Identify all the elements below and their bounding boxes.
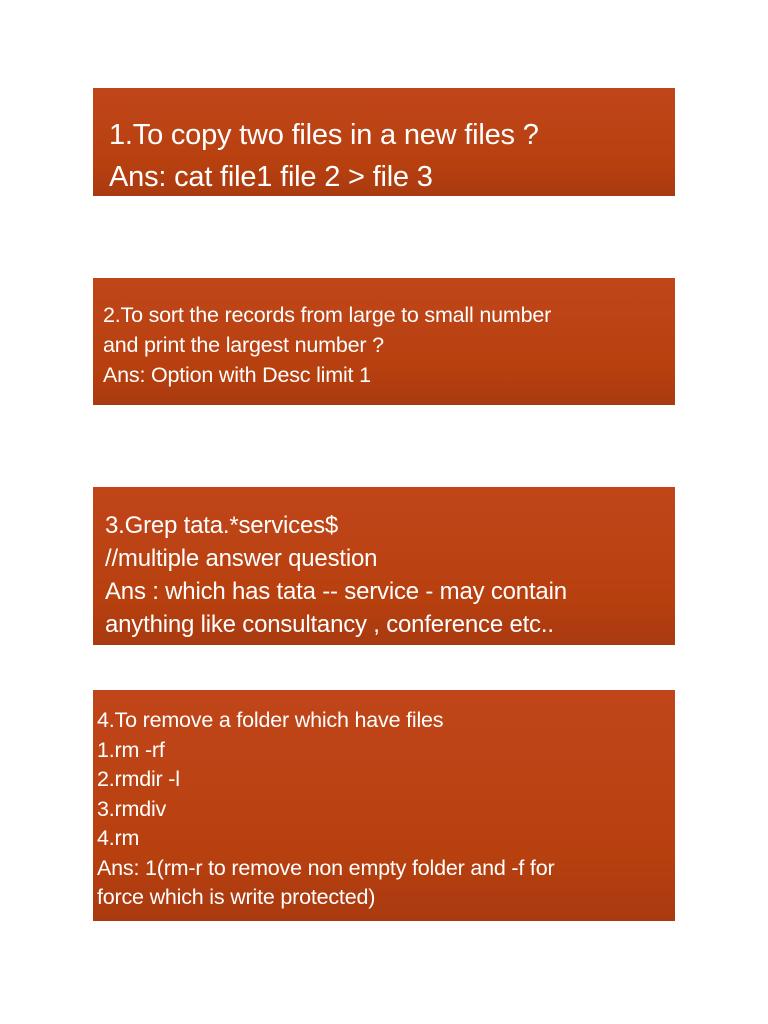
answer-4-text-line-2: force which is write protected) xyxy=(97,885,376,909)
question-4-option-3: 3.rmdiv xyxy=(97,796,167,821)
question-2-text-line-2: and print the largest number ? xyxy=(103,333,384,357)
question-card-3 xyxy=(93,487,675,645)
answer-2-text: Ans: Option with Desc limit 1 xyxy=(103,363,371,387)
question-card-2 xyxy=(93,278,675,405)
answer-4-text-line-1: Ans: 1(rm-r to remove non empty folder and -f for xyxy=(97,855,555,880)
answer-3-text-line-2: anything like consultancy , conference etc.. xyxy=(105,611,554,638)
question-3-note: //multiple answer question xyxy=(105,545,378,572)
question-4-text: 4.To remove a folder which have files xyxy=(97,708,444,732)
answer-1-text: Ans: cat file1 file 2 > file 3 xyxy=(109,161,433,193)
question-3-text: 3.Grep tata.*services$ xyxy=(105,512,339,539)
question-4-option-2: 2.rmdir -l xyxy=(97,767,180,791)
question-4-option-1: 1.rm -rf xyxy=(97,737,165,762)
question-card-4 xyxy=(93,690,675,921)
question-4-option-4: 4.rm xyxy=(97,826,140,850)
question-1-text: 1.To copy two files in a new files ? xyxy=(109,119,539,151)
question-card-1 xyxy=(93,88,675,196)
answer-3-text-line-1: Ans : which has tata -- service - may contain xyxy=(105,578,567,605)
question-2-text-line-1: 2.To sort the records from large to small number xyxy=(103,303,552,327)
